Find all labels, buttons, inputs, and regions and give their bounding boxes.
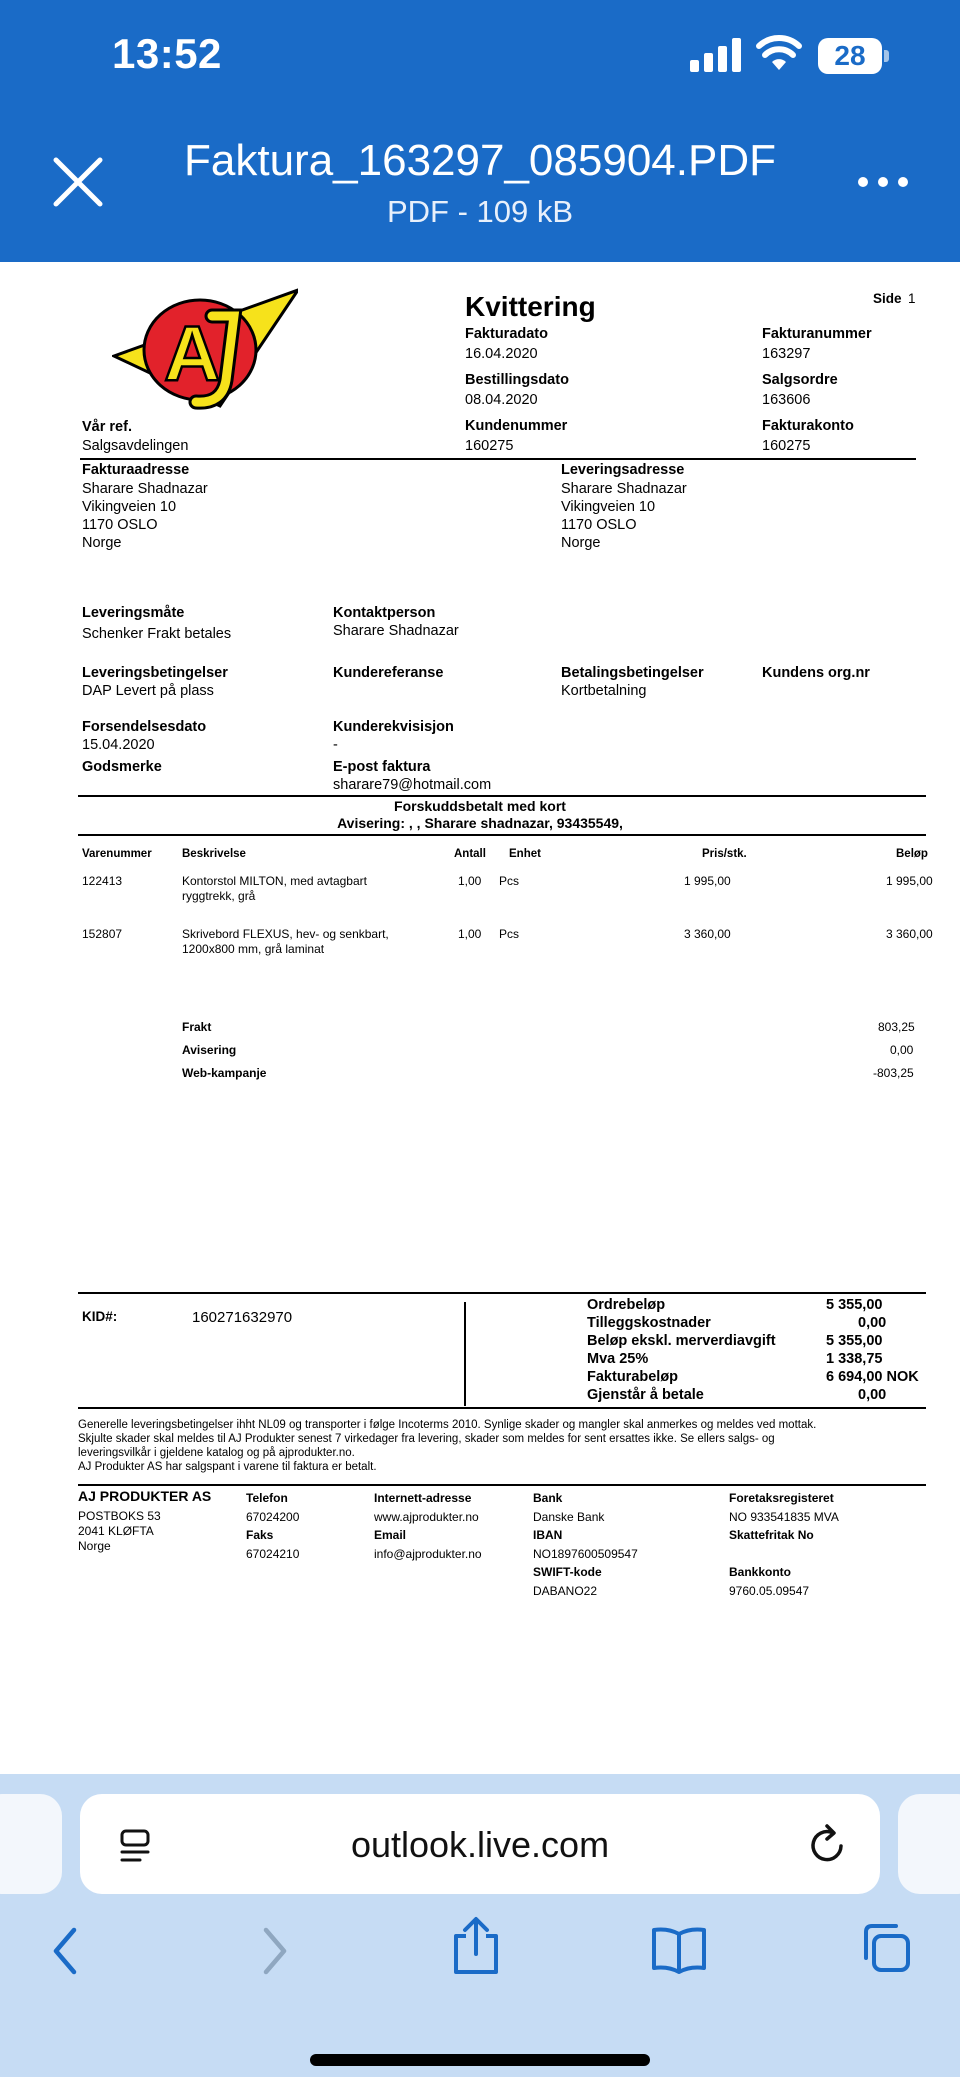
pdf-page[interactable] xyxy=(0,262,960,1774)
aj-logo xyxy=(112,288,298,418)
total-value: 1 338,75 xyxy=(826,1351,883,1367)
forsendelsesdato-value: 15.04.2020 xyxy=(82,737,155,753)
kid-value: 160271632970 xyxy=(192,1309,293,1326)
footer-address: 2041 KLØFTA xyxy=(78,1524,154,1538)
item-antall: 1,00 xyxy=(458,927,482,941)
epost-faktura-value[interactable]: sharare79@hotmail.com xyxy=(333,777,492,793)
kontaktperson-value: Sharare Shadnazar xyxy=(333,623,459,639)
footer-company: AJ PRODUKTER AS xyxy=(78,1488,212,1504)
kid-label: KID#: xyxy=(82,1309,118,1324)
terms-line: leveringsvilkår i gjeldene katalog og på ajprodukter.no. xyxy=(78,1447,355,1459)
item-desc: 1200x800 mm, grå laminat xyxy=(182,942,325,956)
footer-iban: NO1897600509547 xyxy=(533,1547,638,1561)
leveringsmate-label: Leveringsmåte xyxy=(82,605,185,621)
fakturaadresse-label: Fakturaadresse xyxy=(82,462,190,478)
divider xyxy=(78,795,926,797)
doc-title: Kvittering xyxy=(465,291,596,322)
divider xyxy=(80,458,916,460)
fakturanummer-value: 163297 xyxy=(762,346,811,362)
charge-label: Frakt xyxy=(182,1020,212,1034)
col-enhet: Enhet xyxy=(509,848,541,860)
col-belop: Beløp xyxy=(896,848,928,860)
wifi-icon xyxy=(756,34,802,72)
fakturadato-label: Fakturadato xyxy=(465,326,548,342)
footer-bank: Danske Bank xyxy=(533,1510,605,1524)
item-desc: Kontorstol MILTON, med avtagbart xyxy=(182,874,367,888)
total-label: Fakturabeløp xyxy=(587,1369,679,1385)
kundenummer-value: 160275 xyxy=(465,438,514,454)
total-label: Ordrebeløp xyxy=(587,1297,666,1313)
fakturaadresse-line: Vikingveien 10 xyxy=(82,499,177,515)
salgsordre-value: 163606 xyxy=(762,392,811,408)
file-info: PDF - 109 kB xyxy=(386,194,574,229)
forsendelsesdato-label: Forsendelsesdato xyxy=(82,719,207,735)
total-label: Mva 25% xyxy=(587,1351,649,1367)
cellular-signal-icon xyxy=(690,38,742,72)
salgsordre-label: Salgsordre xyxy=(762,372,838,388)
footer-foretak: NO 933541835 MVA xyxy=(729,1510,839,1524)
kunderekvisisjon-value: - xyxy=(333,737,338,753)
var-ref-label: Vår ref. xyxy=(82,419,132,435)
footer-email-label: Email xyxy=(374,1528,407,1542)
total-value: 0,00 xyxy=(858,1315,887,1331)
footer-telefon-label: Telefon xyxy=(246,1491,288,1505)
footer-faks: 67024210 xyxy=(246,1547,300,1561)
footer-telefon: 67024200 xyxy=(246,1510,300,1524)
bestillingsdato-value: 08.04.2020 xyxy=(465,392,538,408)
fakturadato-value: 16.04.2020 xyxy=(465,346,538,362)
item-desc: ryggtrekk, grå xyxy=(182,889,256,903)
total-value: 5 355,00 xyxy=(826,1297,883,1313)
divider xyxy=(78,834,926,836)
total-value: 0,00 xyxy=(858,1387,887,1403)
total-label: Gjenstår å betale xyxy=(587,1387,704,1403)
footer-foretak-label: Foretaksregisteret xyxy=(729,1491,834,1505)
total-value: 6 694,00 NOK xyxy=(826,1369,919,1385)
charge-label: Avisering xyxy=(182,1043,237,1057)
charge-value: -803,25 xyxy=(873,1066,914,1080)
leveringsbetingelser-label: Leveringsbetingelser xyxy=(82,665,228,681)
charge-value: 803,25 xyxy=(878,1020,915,1034)
col-varenummer: Varenummer xyxy=(82,848,152,860)
footer-swift: DABANO22 xyxy=(533,1584,598,1598)
terms-line: AJ Produkter AS har salgspant i varene til faktura er betalt. xyxy=(78,1461,377,1473)
charge-label: Web-kampanje xyxy=(182,1066,267,1080)
fakturakonto-label: Fakturakonto xyxy=(762,418,854,434)
footer-bankkonto-label: Bankkonto xyxy=(729,1565,792,1579)
tabs-icon[interactable] xyxy=(858,1920,912,1974)
notice-prepaid: Forskuddsbetalt med kort xyxy=(394,798,566,814)
kontaktperson-label: Kontaktperson xyxy=(333,605,436,621)
fakturaadresse-line: Sharare Shadnazar xyxy=(82,481,208,497)
item-enhet: Pcs xyxy=(499,927,520,941)
kundereferanse-label: Kundereferanse xyxy=(333,665,444,681)
divider xyxy=(78,1407,926,1409)
footer-internett-label: Internett-adresse xyxy=(374,1491,472,1505)
footer-address: POSTBOKS 53 xyxy=(78,1509,161,1523)
leveringsadresse-line: Vikingveien 10 xyxy=(561,499,656,515)
item-desc: Skrivebord FLEXUS, hev- og senkbart, xyxy=(182,927,389,941)
share-icon[interactable] xyxy=(450,1916,502,1976)
leveringsmate-value: Schenker Frakt betales xyxy=(82,626,232,642)
previous-tab-preview[interactable] xyxy=(0,1794,62,1894)
footer-bank-label: Bank xyxy=(533,1491,563,1505)
fakturaadresse-line: 1170 OSLO xyxy=(82,517,158,533)
item-antall: 1,00 xyxy=(458,874,482,888)
footer-internett[interactable]: www.ajprodukter.no xyxy=(374,1510,479,1524)
divider xyxy=(78,1292,926,1294)
page-number: 1 xyxy=(908,291,916,306)
battery-icon xyxy=(818,38,890,74)
url-text[interactable]: outlook.live.com xyxy=(350,1824,610,1865)
status-time: 13:52 xyxy=(112,30,222,77)
col-antall: Antall xyxy=(454,848,486,860)
bestillingsdato-label: Bestillingsdato xyxy=(465,372,569,388)
svg-text:A: A xyxy=(164,309,221,397)
browser-toolbar xyxy=(0,1774,960,2077)
item-belop: 1 995,00 xyxy=(886,874,933,888)
item-nr: 152807 xyxy=(82,927,123,941)
kundens-org-label: Kundens org.nr xyxy=(762,665,870,681)
more-options-icon[interactable] xyxy=(855,170,911,194)
epost-faktura-label: E-post faktura xyxy=(333,759,431,775)
footer-skattefritak-label: Skattefritak No xyxy=(729,1528,814,1542)
charge-value: 0,00 xyxy=(890,1043,914,1057)
footer-iban-label: IBAN xyxy=(533,1528,563,1542)
kunderekvisisjon-label: Kunderekvisisjon xyxy=(333,719,454,735)
terms-line: Skjulte skader skal meldes til AJ Produkter senest 7 virkedager fra levering, skader som meldes for sent ersattes ikke. Se ellers salgs- og xyxy=(78,1433,775,1445)
col-pris: Pris/stk. xyxy=(702,848,747,860)
kundenummer-label: Kundenummer xyxy=(465,418,568,434)
reload-icon[interactable] xyxy=(808,1824,848,1866)
betalingsbetingelser-label: Betalingsbetingelser xyxy=(561,665,704,681)
top-bar xyxy=(0,0,960,262)
item-enhet: Pcs xyxy=(499,874,520,888)
leveringsbetingelser-value: DAP Levert på plass xyxy=(82,683,214,699)
item-pris: 1 995,00 xyxy=(684,874,731,888)
divider xyxy=(78,1484,926,1486)
notice-avisering: Avisering: , , Sharare shadnazar, 93435549, xyxy=(337,815,623,831)
betalingsbetingelser-value: Kortbetalning xyxy=(561,683,647,699)
terms-line: Generelle leveringsbetingelser ihht NL09 og transporter i følge Incoterms 2010. Synlige skader og mangler skal anmerkes og meldes ved mottak. xyxy=(78,1419,817,1431)
total-label: Tilleggskostnader xyxy=(587,1315,711,1331)
footer-swift-label: SWIFT-kode xyxy=(533,1565,602,1579)
home-indicator[interactable] xyxy=(310,2054,650,2066)
godsmerke-label: Godsmerke xyxy=(82,759,162,775)
item-pris: 3 360,00 xyxy=(684,927,731,941)
footer-faks-label: Faks xyxy=(246,1528,274,1542)
fakturaadresse-line: Norge xyxy=(82,535,122,551)
bookmarks-icon[interactable] xyxy=(650,1926,708,1974)
total-value: 5 355,00 xyxy=(826,1333,883,1349)
leveringsadresse-line: 1170 OSLO xyxy=(561,517,637,533)
summary-separator xyxy=(464,1302,466,1406)
var-ref-value: Salgsavdelingen xyxy=(82,438,189,454)
battery-level: 28 xyxy=(834,40,866,71)
fakturanummer-label: Fakturanummer xyxy=(762,326,872,342)
forward-icon[interactable] xyxy=(258,1926,292,1976)
leveringsadresse-label: Leveringsadresse xyxy=(561,462,685,478)
file-name: Faktura_163297_085904.PDF xyxy=(184,136,776,185)
footer-bankkonto: 9760.05.09547 xyxy=(729,1584,810,1598)
back-icon[interactable] xyxy=(48,1926,82,1976)
leveringsadresse-line: Sharare Shadnazar xyxy=(561,481,687,497)
fakturakonto-value: 160275 xyxy=(762,438,811,454)
item-nr: 122413 xyxy=(82,874,123,888)
col-beskrivelse: Beskrivelse xyxy=(182,848,246,860)
footer-email[interactable]: info@ajprodukter.no xyxy=(374,1547,482,1561)
next-tab-preview[interactable] xyxy=(898,1794,960,1894)
page-label: Side xyxy=(873,291,902,306)
total-label: Beløp ekskl. merverdiavgift xyxy=(587,1333,776,1349)
footer-address: Norge xyxy=(78,1539,111,1553)
leveringsadresse-line: Norge xyxy=(561,535,601,551)
item-belop: 3 360,00 xyxy=(886,927,933,941)
